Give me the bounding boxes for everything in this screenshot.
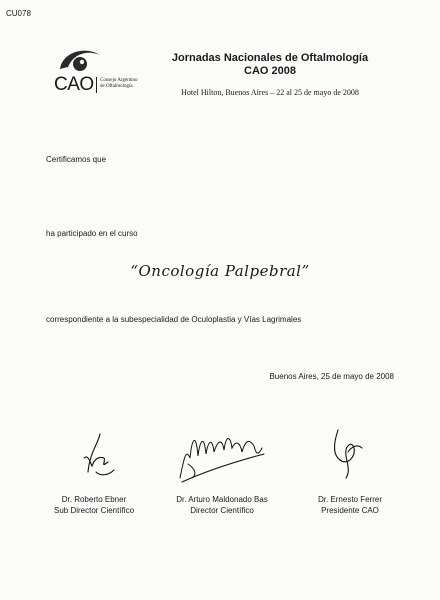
signature-maldonado — [174, 428, 270, 486]
logo-text: CAO — [54, 74, 94, 95]
signatory-role: Presidente CAO — [321, 506, 379, 515]
document-code: CU078 — [6, 9, 31, 18]
participation-text: ha participado en el curso — [46, 229, 138, 238]
signature-ebner — [78, 432, 118, 480]
signatory-ferrer — [290, 494, 410, 516]
signatory-ebner — [34, 494, 154, 516]
certify-text: Certificamos que — [46, 155, 107, 164]
subspecialty-text: correspondiente a la subespecialidad de Oculoplastia y Vías Lagrimales — [46, 315, 302, 324]
event-title-line2: CAO 2008 — [244, 65, 296, 77]
signatory-maldonado — [162, 494, 282, 516]
date-line: Buenos Aires, 25 de mayo de 2008 — [269, 372, 394, 381]
logo-divider — [96, 77, 97, 93]
event-venue: Hotel Hilton, Buenos Aires – 22 al 25 de mayo de 2008 — [181, 88, 359, 97]
signatory-name: Dr. Arturo Maldonado Bas — [176, 495, 268, 504]
signatory-name: Dr. Ernesto Ferrer — [317, 495, 382, 504]
eye-logo-icon — [58, 47, 102, 75]
signatory-role: Director Científico — [190, 506, 254, 515]
signature-ferrer — [326, 426, 366, 482]
course-name: “Oncología Palpebral” — [130, 262, 310, 280]
signatory-name: Dr. Roberto Ebner — [61, 495, 127, 504]
event-title — [150, 52, 390, 78]
signatory-role: Sub Director Científico — [53, 506, 135, 515]
cao-logo — [54, 47, 154, 97]
event-title-line1: Jornadas Nacionales de Oftalmología — [171, 52, 369, 64]
logo-subtitle: Consejo Argentino de Oftalmología — [100, 78, 138, 89]
